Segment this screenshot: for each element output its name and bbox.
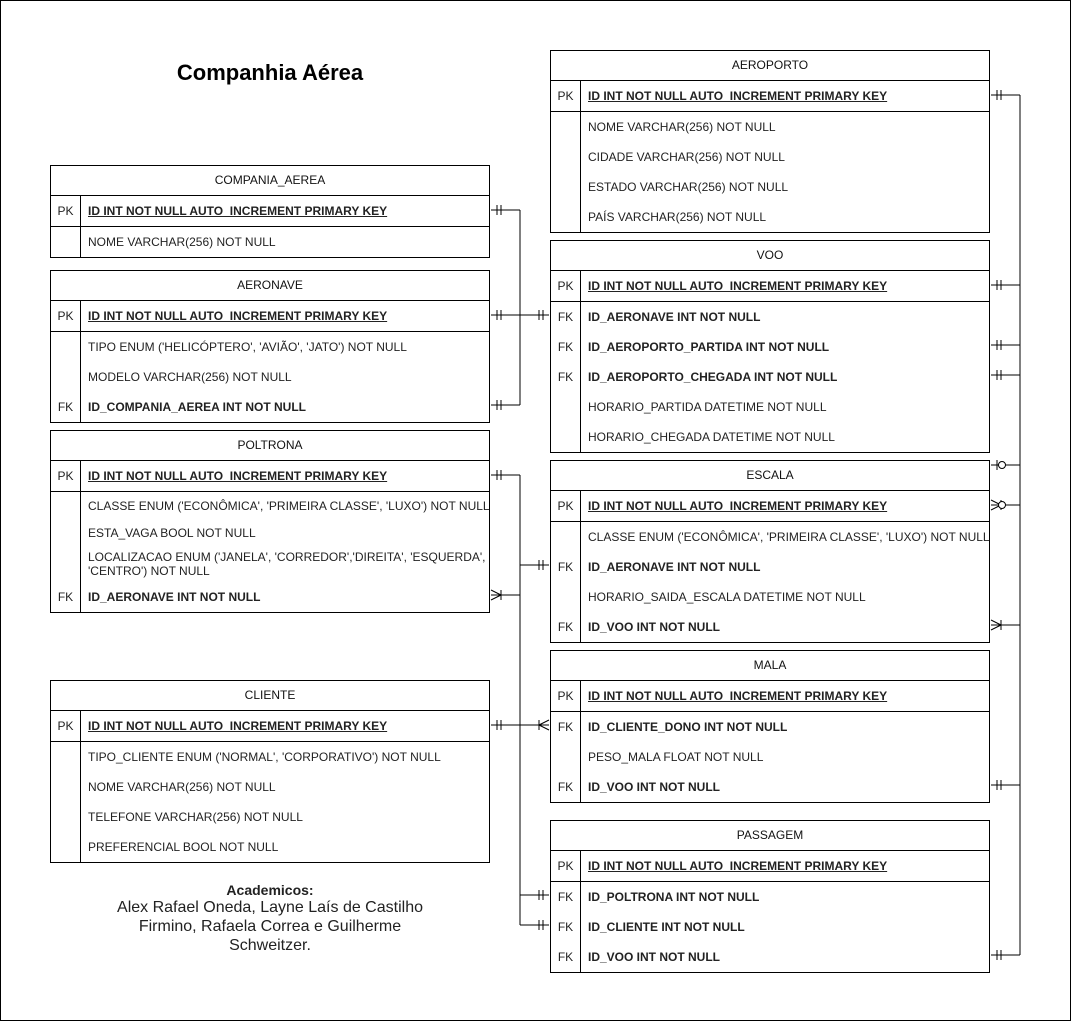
key-label [551, 392, 580, 422]
fk-row[interactable] [551, 712, 989, 742]
entity-aeroporto[interactable] [550, 50, 990, 233]
key-label: FK [557, 950, 574, 964]
field-text: ID INT NOT NULL AUTO_INCREMENT PRIMARY KEY [588, 689, 888, 703]
many-marker [539, 720, 549, 725]
key-label: PK [557, 859, 574, 873]
key-label: PK [57, 469, 74, 483]
key-label: FK [557, 310, 574, 324]
key-label: FK [57, 400, 74, 414]
field-text: TIPO_CLIENTE ENUM ('NORMAL', 'CORPORATIVO') NOT NULL [88, 750, 441, 764]
entity-passagem[interactable] [550, 820, 990, 973]
fields-section [51, 227, 489, 257]
key-label: FK [557, 890, 574, 904]
field-text: ESTADO VARCHAR(256) NOT NULL [588, 180, 789, 194]
key-label [551, 142, 580, 172]
field-text: ID INT NOT NULL AUTO_INCREMENT PRIMARY KEY [588, 89, 888, 103]
fk-row[interactable] [551, 332, 989, 362]
pk-section [51, 301, 489, 332]
key-label [51, 742, 80, 772]
field-text: NOME VARCHAR(256) NOT NULL [88, 780, 276, 794]
fk-row[interactable] [551, 552, 989, 582]
field-text: ID_AERONAVE INT NOT NULL [588, 310, 761, 324]
key-label [51, 520, 80, 546]
pk-section [551, 851, 989, 882]
key-label: PK [557, 499, 574, 513]
field-row[interactable] [51, 227, 489, 257]
field-text: ID INT NOT NULL AUTO_INCREMENT PRIMARY KEY [88, 719, 388, 733]
key-label: FK [557, 780, 574, 794]
entity-header: AERONAVE [51, 271, 489, 301]
fk-row[interactable] [51, 582, 489, 612]
field-text: ID_POLTRONA INT NOT NULL [588, 890, 760, 904]
field-row[interactable] [51, 520, 489, 546]
pk-section [51, 711, 489, 742]
entity-voo[interactable] [550, 240, 990, 453]
many-marker [491, 590, 501, 595]
field-row[interactable] [551, 112, 989, 142]
key-label: FK [557, 340, 574, 354]
key-label [51, 772, 80, 802]
entity-header: COMPANIA_AEREA [51, 166, 489, 196]
key-label: FK [557, 720, 574, 734]
entity-header: CLIENTE [51, 681, 489, 711]
field-text: ID INT NOT NULL AUTO_INCREMENT PRIMARY KEY [88, 309, 388, 323]
key-label: PK [557, 689, 574, 703]
pk-section [551, 681, 989, 712]
field-text: ID INT NOT NULL AUTO_INCREMENT PRIMARY KEY [88, 469, 388, 483]
fk-row[interactable] [551, 362, 989, 392]
field-row[interactable] [51, 546, 489, 582]
field-row[interactable] [51, 832, 489, 862]
field-text: PAÍS VARCHAR(256) NOT NULL [588, 210, 767, 224]
authors-heading: Academicos: [226, 882, 314, 898]
entity-mala[interactable] [550, 650, 990, 803]
pk-row[interactable] [51, 461, 489, 491]
key-label [551, 742, 580, 772]
key-label: PK [57, 719, 74, 733]
fk-row[interactable] [551, 612, 989, 642]
key-label: PK [57, 309, 74, 323]
fields-section [51, 742, 489, 862]
key-label: PK [57, 204, 74, 218]
key-label [551, 522, 580, 552]
key-label [51, 802, 80, 832]
field-text: ID_VOO INT NOT NULL [588, 620, 720, 634]
key-label [551, 582, 580, 612]
fields-section [51, 492, 489, 612]
field-text: HORARIO_CHEGADA DATETIME NOT NULL [588, 430, 835, 444]
pk-section [51, 196, 489, 227]
field-text: HORARIO_PARTIDA DATETIME NOT NULL [588, 400, 827, 414]
optional-marker [999, 502, 1006, 509]
field-text: ID_AERONAVE INT NOT NULL [88, 590, 261, 604]
field-row[interactable] [51, 332, 489, 362]
optional-marker [999, 462, 1006, 469]
pk-row[interactable] [551, 851, 989, 881]
key-label [51, 362, 80, 392]
fk-row[interactable] [551, 912, 989, 942]
fk-row[interactable] [51, 392, 489, 422]
authors-block [110, 882, 430, 955]
key-label [51, 492, 80, 520]
entity-header: AEROPORTO [551, 51, 989, 81]
field-text: CLASSE ENUM ('ECONÔMICA', 'PRIMEIRA CLASSE', 'LUXO') NOT NULL [88, 499, 490, 513]
entity-poltrona[interactable] [50, 430, 490, 613]
fields-section [551, 522, 989, 642]
field-row[interactable] [551, 422, 989, 452]
entity-header: POLTRONA [51, 431, 489, 461]
many-marker [539, 725, 549, 730]
key-label: PK [557, 279, 574, 293]
field-text: PESO_MALA FLOAT NOT NULL [588, 750, 764, 764]
field-text: PREFERENCIAL BOOL NOT NULL [88, 840, 279, 854]
field-text: ID_VOO INT NOT NULL [588, 950, 720, 964]
key-label: FK [557, 560, 574, 574]
field-text: ID_CLIENTE INT NOT NULL [588, 920, 745, 934]
entity-escala[interactable] [550, 460, 990, 643]
pk-section [551, 81, 989, 112]
key-label: FK [557, 620, 574, 634]
fields-section [551, 112, 989, 232]
key-label: PK [557, 89, 574, 103]
key-label [51, 832, 80, 862]
diagram-title: Companhia Aérea [176, 60, 364, 85]
key-label [51, 332, 80, 362]
field-text: ID INT NOT NULL AUTO_INCREMENT PRIMARY KEY [88, 204, 388, 218]
entity-aeronave[interactable] [50, 270, 490, 423]
field-text: ID_COMPANIA_AEREA INT NOT NULL [88, 400, 307, 414]
field-row[interactable] [551, 392, 989, 422]
field-text: CLASSE ENUM ('ECONÔMICA', 'PRIMEIRA CLASSE', 'LUXO') NOT NULL [588, 530, 990, 544]
key-label [551, 172, 580, 202]
entity-header: PASSAGEM [551, 821, 989, 851]
field-text: ID INT NOT NULL AUTO_INCREMENT PRIMARY KEY [588, 499, 888, 513]
field-row[interactable] [51, 802, 489, 832]
field-text: TELEFONE VARCHAR(256) NOT NULL [88, 810, 303, 824]
field-text: ESTA_VAGA BOOL NOT NULL [88, 526, 256, 540]
many-marker [491, 595, 501, 600]
field-text: CIDADE VARCHAR(256) NOT NULL [588, 150, 785, 164]
field-text: ID INT NOT NULL AUTO_INCREMENT PRIMARY KEY [588, 279, 888, 293]
pk-row[interactable] [551, 681, 989, 711]
key-label [551, 112, 580, 142]
field-text: ID_AEROPORTO_CHEGADA INT NOT NULL [588, 370, 838, 384]
key-label: FK [57, 590, 74, 604]
entity-header: VOO [551, 241, 989, 271]
entity-header: ESCALA [551, 461, 989, 491]
field-text: NOME VARCHAR(256) NOT NULL [88, 235, 276, 249]
fields-section [51, 332, 489, 422]
field-row[interactable] [551, 202, 989, 232]
key-label [551, 202, 580, 232]
field-row[interactable] [51, 772, 489, 802]
pk-section [551, 271, 989, 302]
fields-section [551, 882, 989, 972]
field-row[interactable] [51, 492, 489, 520]
field-row[interactable] [551, 742, 989, 772]
fk-row[interactable] [551, 942, 989, 972]
fk-row[interactable] [551, 302, 989, 332]
many-marker [991, 620, 1001, 625]
pk-row[interactable] [551, 81, 989, 111]
field-text: ID_CLIENTE_DONO INT NOT NULL [588, 720, 788, 734]
entity-cliente[interactable] [50, 680, 490, 863]
entity-companhia-aerea[interactable] [50, 165, 490, 258]
field-row[interactable] [51, 362, 489, 392]
fk-row[interactable] [551, 882, 989, 912]
fields-section [551, 302, 989, 452]
pk-row[interactable] [51, 196, 489, 226]
key-label [551, 422, 580, 452]
field-text: TIPO ENUM ('HELICÓPTERO', 'AVIÃO', 'JATO') NOT NULL [88, 340, 407, 354]
key-label [51, 227, 80, 257]
field-row[interactable] [551, 172, 989, 202]
key-label: FK [557, 920, 574, 934]
many-marker [991, 625, 1001, 630]
field-row[interactable] [551, 582, 989, 612]
field-text: LOCALIZACAO ENUM ('JANELA', 'CORREDOR','DIREITA', 'ESQUERDA', 'CENTRO') NOT NULL [88, 550, 486, 578]
pk-row[interactable] [51, 711, 489, 741]
pk-section [51, 461, 489, 492]
field-text: MODELO VARCHAR(256) NOT NULL [88, 370, 292, 384]
pk-row[interactable] [51, 301, 489, 331]
field-text: ID_VOO INT NOT NULL [588, 780, 720, 794]
field-text: ID_AERONAVE INT NOT NULL [588, 560, 761, 574]
pk-section [551, 491, 989, 522]
field-text: NOME VARCHAR(256) NOT NULL [588, 120, 776, 134]
key-label [51, 546, 80, 582]
field-text: ID INT NOT NULL AUTO_INCREMENT PRIMARY KEY [588, 859, 888, 873]
field-row[interactable] [51, 742, 489, 772]
field-text: ID_AEROPORTO_PARTIDA INT NOT NULL [588, 340, 830, 354]
entity-header: MALA [551, 651, 989, 681]
pk-row[interactable] [551, 491, 989, 521]
field-text: HORARIO_SAIDA_ESCALA DATETIME NOT NULL [588, 590, 866, 604]
authors-names: Alex Rafael Oneda, Layne Laís de Castilho Firmino, Rafaela Correa e Guilherme Schweitzer. [117, 899, 423, 954]
field-row[interactable] [551, 522, 989, 552]
fields-section [551, 712, 989, 802]
key-label: FK [557, 370, 574, 384]
pk-row[interactable] [551, 271, 989, 301]
field-row[interactable] [551, 142, 989, 172]
fk-row[interactable] [551, 772, 989, 802]
